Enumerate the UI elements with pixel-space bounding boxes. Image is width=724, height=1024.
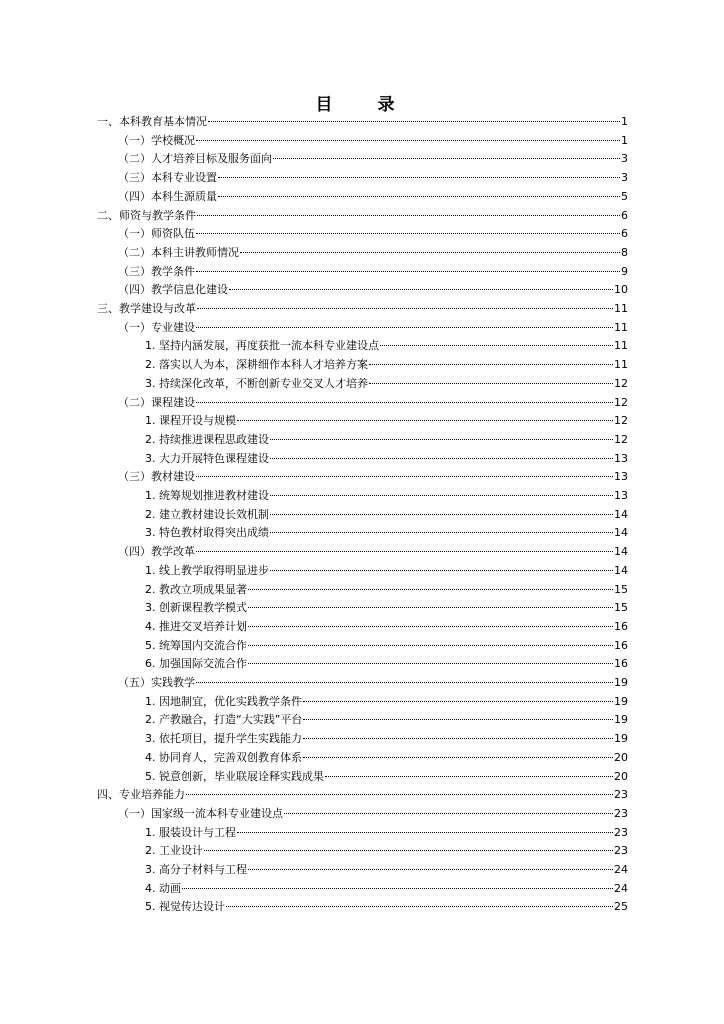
- toc-entry-title: （一）国家级一流本科专业建设点: [118, 806, 283, 820]
- toc-entry[interactable]: [145, 524, 628, 543]
- toc-entry-title: 1. 因地制宜，优化实践教学条件: [145, 694, 302, 708]
- toc-entry[interactable]: [118, 188, 628, 207]
- toc-entry-page-number: 25: [614, 900, 628, 914]
- toc-entry-title: 1. 线上教学取得明显进步: [145, 563, 269, 577]
- toc-dot-leader: [303, 701, 613, 702]
- toc-entry-title: 二、师资与教学条件: [97, 208, 196, 222]
- toc-entry-title: （二）本科主讲教师情况: [118, 245, 239, 259]
- toc-dot-leader: [196, 551, 613, 552]
- toc-entry[interactable]: [97, 300, 628, 319]
- toc-entry-page-number: 3: [621, 171, 628, 185]
- toc-entry-page-number: 13: [614, 470, 628, 484]
- toc-entry-title: 5. 视觉传达设计: [145, 900, 225, 914]
- toc-dot-leader: [248, 607, 613, 608]
- toc-dot-leader: [248, 589, 613, 590]
- toc-entry-page-number: 5: [621, 189, 628, 203]
- toc-entry-page-number: 19: [614, 676, 628, 689]
- toc-dot-leader: [325, 776, 613, 777]
- toc-entry[interactable]: [145, 450, 628, 469]
- toc-dot-leader: [218, 177, 620, 178]
- toc-dot-leader: [303, 719, 613, 720]
- toc-dot-leader: [208, 121, 620, 122]
- toc-entry[interactable]: [145, 842, 628, 861]
- toc-entry-page-number: 11: [614, 358, 628, 372]
- toc-entry-page-number: 23: [614, 844, 628, 858]
- toc-entry[interactable]: [145, 637, 628, 656]
- toc-dot-leader: [369, 383, 613, 384]
- toc-entry-page-number: 20: [614, 769, 628, 783]
- toc-entry[interactable]: [118, 150, 628, 169]
- toc-entry-page-number: 19: [614, 694, 628, 708]
- toc-entry-title: 四、专业培养能力: [97, 788, 185, 802]
- toc-entry-page-number: 16: [614, 619, 628, 633]
- toc-entry[interactable]: [145, 506, 628, 525]
- toc-dot-leader: [196, 233, 620, 234]
- toc-entry-page-number: 15: [614, 601, 628, 615]
- toc-entry-title: 3. 依托项目，提升学生实践能力: [145, 732, 302, 746]
- toc-entry[interactable]: [145, 655, 628, 674]
- toc-entry[interactable]: [97, 113, 628, 132]
- toc-entry-title: 1. 课程开设与规模: [145, 414, 236, 428]
- toc-entry-title: 2. 工业设计: [145, 844, 203, 858]
- toc-entry-page-number: 23: [614, 825, 628, 839]
- toc-entry-page-number: 6: [621, 227, 628, 241]
- toc-dot-leader: [182, 888, 613, 889]
- toc-entry[interactable]: [145, 880, 628, 899]
- toc-dot-leader: [196, 271, 620, 272]
- toc-entry-title: 3. 大力开展特色课程建设: [145, 451, 269, 465]
- toc-dot-leader: [270, 532, 613, 533]
- toc-entry[interactable]: [118, 543, 628, 562]
- toc-dot-leader: [270, 570, 613, 571]
- toc-entry[interactable]: [118, 319, 628, 338]
- toc-dot-leader: [237, 832, 613, 833]
- toc-entry[interactable]: [97, 786, 628, 805]
- toc-entry-title: 3. 持续深化改革，不断创新专业交叉人才培养: [145, 376, 368, 390]
- toc-entry-title: 2. 建立教材建设长效机制: [145, 507, 269, 521]
- toc-entry-title: （四）教学改革: [118, 545, 195, 559]
- toc-dot-leader: [270, 439, 613, 440]
- toc-entry-page-number: 14: [614, 563, 628, 577]
- toc-entry[interactable]: [118, 132, 628, 151]
- toc-entry-title: （四）本科生源质量: [118, 189, 217, 203]
- toc-dot-leader: [248, 869, 613, 870]
- toc-entry[interactable]: [97, 207, 628, 226]
- toc-entry-page-number: 19: [614, 713, 628, 727]
- toc-entry[interactable]: [118, 281, 628, 300]
- toc-entry-title: 6. 加强国际交流合作: [145, 657, 247, 671]
- toc-dot-leader: [197, 308, 613, 309]
- toc-entry-page-number: 24: [614, 881, 628, 895]
- toc-entry-page-number: 1: [621, 133, 628, 147]
- toc-entry-page-number: 23: [614, 788, 628, 802]
- toc-entry-page-number: 11: [614, 339, 628, 353]
- toc-entry-title: 5. 锐意创新，毕业联展诠释实践成果: [145, 769, 324, 783]
- toc-entry-title: （三）教学条件: [118, 264, 195, 278]
- toc-entry[interactable]: [145, 768, 628, 787]
- toc-entry-title: （三）教材建设: [118, 470, 195, 484]
- toc-dot-leader: [196, 476, 613, 477]
- toc-dot-leader: [196, 682, 613, 683]
- toc-entry[interactable]: [145, 730, 628, 749]
- toc-entry-page-number: 9: [621, 264, 628, 278]
- toc-entry[interactable]: [145, 375, 628, 394]
- toc-entry[interactable]: [145, 898, 628, 917]
- toc-entry-page-number: 11: [614, 320, 628, 334]
- toc-entry-page-number: 8: [621, 245, 628, 259]
- toc-entry-title: 5. 统筹国内交流合作: [145, 638, 247, 652]
- toc-entry-page-number: 14: [614, 526, 628, 540]
- toc-dot-leader: [218, 196, 620, 197]
- toc-entry-title: 一、本科教育基本情况: [97, 115, 207, 128]
- toc-entry[interactable]: [145, 412, 628, 431]
- toc-entry-title: （二）课程建设: [118, 395, 195, 409]
- toc-entry-page-number: 13: [614, 451, 628, 465]
- toc-entry-page-number: 12: [614, 376, 628, 390]
- toc-dot-leader: [196, 327, 613, 328]
- toc-entry-title: 1. 服装设计与工程: [145, 825, 236, 839]
- toc-dot-leader: [273, 158, 620, 159]
- toc-entry-page-number: 6: [621, 208, 628, 222]
- toc-entry-page-number: 23: [614, 806, 628, 820]
- toc-dot-leader: [303, 757, 613, 758]
- toc-entry-title: 2. 持续推进课程思政建设: [145, 432, 269, 446]
- toc-entry-page-number: 19: [614, 732, 628, 746]
- toc-entry-page-number: 10: [614, 283, 628, 297]
- toc-dot-leader: [248, 626, 613, 627]
- toc-entry[interactable]: [145, 356, 628, 375]
- toc-dot-leader: [196, 140, 620, 141]
- toc-entry-page-number: 20: [614, 750, 628, 764]
- toc-entry-title: 2. 落实以人为本，深耕细作本科人才培养方案: [145, 358, 368, 372]
- toc-dot-leader: [204, 850, 613, 851]
- toc-entry[interactable]: [145, 824, 628, 843]
- toc-entry-title: （四）教学信息化建设: [118, 283, 228, 297]
- toc-entry-page-number: 1: [621, 115, 628, 128]
- toc-entry-title: （五）实践教学: [118, 676, 195, 689]
- toc-entry-title: （三）本科专业设置: [118, 171, 217, 185]
- toc-entry-title: （一）学校概况: [118, 133, 195, 147]
- toc-dot-leader: [240, 252, 620, 253]
- toc-entry-page-number: 14: [614, 545, 628, 559]
- toc-dot-leader: [226, 906, 613, 907]
- toc-entry-page-number: 12: [614, 432, 628, 446]
- toc-dot-leader: [196, 402, 613, 403]
- toc-entry[interactable]: [118, 805, 628, 824]
- toc-entry[interactable]: [145, 581, 628, 600]
- toc-dot-leader: [237, 420, 613, 421]
- toc-dot-leader: [284, 813, 613, 814]
- toc-dot-leader: [270, 514, 613, 515]
- toc-dot-leader: [303, 738, 613, 739]
- toc-entry[interactable]: [118, 244, 628, 263]
- toc-entry[interactable]: [145, 562, 628, 581]
- toc-entry-title: 1. 统筹规划推进教材建设: [145, 489, 269, 502]
- toc-entry-title: 三、教学建设与改革: [97, 302, 196, 315]
- toc-entry[interactable]: [145, 431, 628, 450]
- toc-entry-title: 3. 高分子材料与工程: [145, 863, 247, 876]
- toc-entry-page-number: 11: [614, 302, 628, 315]
- page-title: 目 录: [315, 95, 409, 115]
- toc-entry[interactable]: [118, 674, 628, 693]
- toc-entry-page-number: 12: [614, 395, 628, 409]
- toc-entry[interactable]: [145, 711, 628, 730]
- toc-entry[interactable]: [118, 468, 628, 487]
- toc-entry-page-number: 12: [614, 414, 628, 428]
- toc-entry-page-number: 3: [621, 152, 628, 166]
- toc-entry-page-number: 14: [614, 507, 628, 521]
- toc-entry-page-number: 13: [614, 489, 628, 502]
- toc-dot-leader: [229, 289, 613, 290]
- toc-entry-page-number: 24: [614, 863, 628, 876]
- toc-dot-leader: [197, 215, 620, 216]
- toc-entry-title: （一）师资队伍: [118, 227, 195, 241]
- toc-entry-title: 3. 创新课程教学模式: [145, 601, 247, 615]
- toc-entry-title: 3. 特色教材取得突出成绩: [145, 526, 269, 540]
- toc-entry[interactable]: [145, 599, 628, 618]
- toc-dot-leader: [248, 663, 613, 664]
- toc-entry-page-number: 16: [614, 657, 628, 671]
- toc-dot-leader: [380, 345, 613, 346]
- toc-entry-title: 4. 动画: [145, 881, 181, 895]
- toc-entry[interactable]: [145, 693, 628, 712]
- toc-entry[interactable]: [145, 487, 628, 506]
- toc-entry-page-number: 15: [614, 582, 628, 596]
- toc-entry[interactable]: [118, 169, 628, 188]
- toc-entry-title: （一）专业建设: [118, 320, 195, 334]
- toc-dot-leader: [186, 794, 613, 795]
- toc-dot-leader: [270, 458, 613, 459]
- toc-entry[interactable]: [145, 861, 628, 880]
- toc-entry[interactable]: [145, 337, 628, 356]
- toc-dot-leader: [369, 364, 613, 365]
- toc-dot-leader: [248, 645, 613, 646]
- toc-entry-title: 2. 产教融合，打造“大实践”平台: [145, 713, 303, 727]
- toc-entry[interactable]: [118, 225, 628, 244]
- toc-dot-leader: [270, 495, 613, 496]
- toc-entry[interactable]: [118, 263, 628, 282]
- toc-entry-title: 4. 推进交叉培养计划: [145, 619, 247, 633]
- toc-entry-title: 4. 协同育人，完善双创教育体系: [145, 750, 302, 764]
- toc-entry[interactable]: [118, 394, 628, 413]
- toc-entry-title: （二）人才培养目标及服务面向: [118, 152, 272, 166]
- toc-entry-page-number: 16: [614, 638, 628, 652]
- toc-entry[interactable]: [145, 749, 628, 768]
- toc-entry-title: 2. 教改立项成果显著: [145, 582, 247, 596]
- toc-entry[interactable]: [145, 618, 628, 637]
- toc-entry-title: 1. 坚持内涵发展，再度获批一流本科专业建设点: [145, 339, 379, 353]
